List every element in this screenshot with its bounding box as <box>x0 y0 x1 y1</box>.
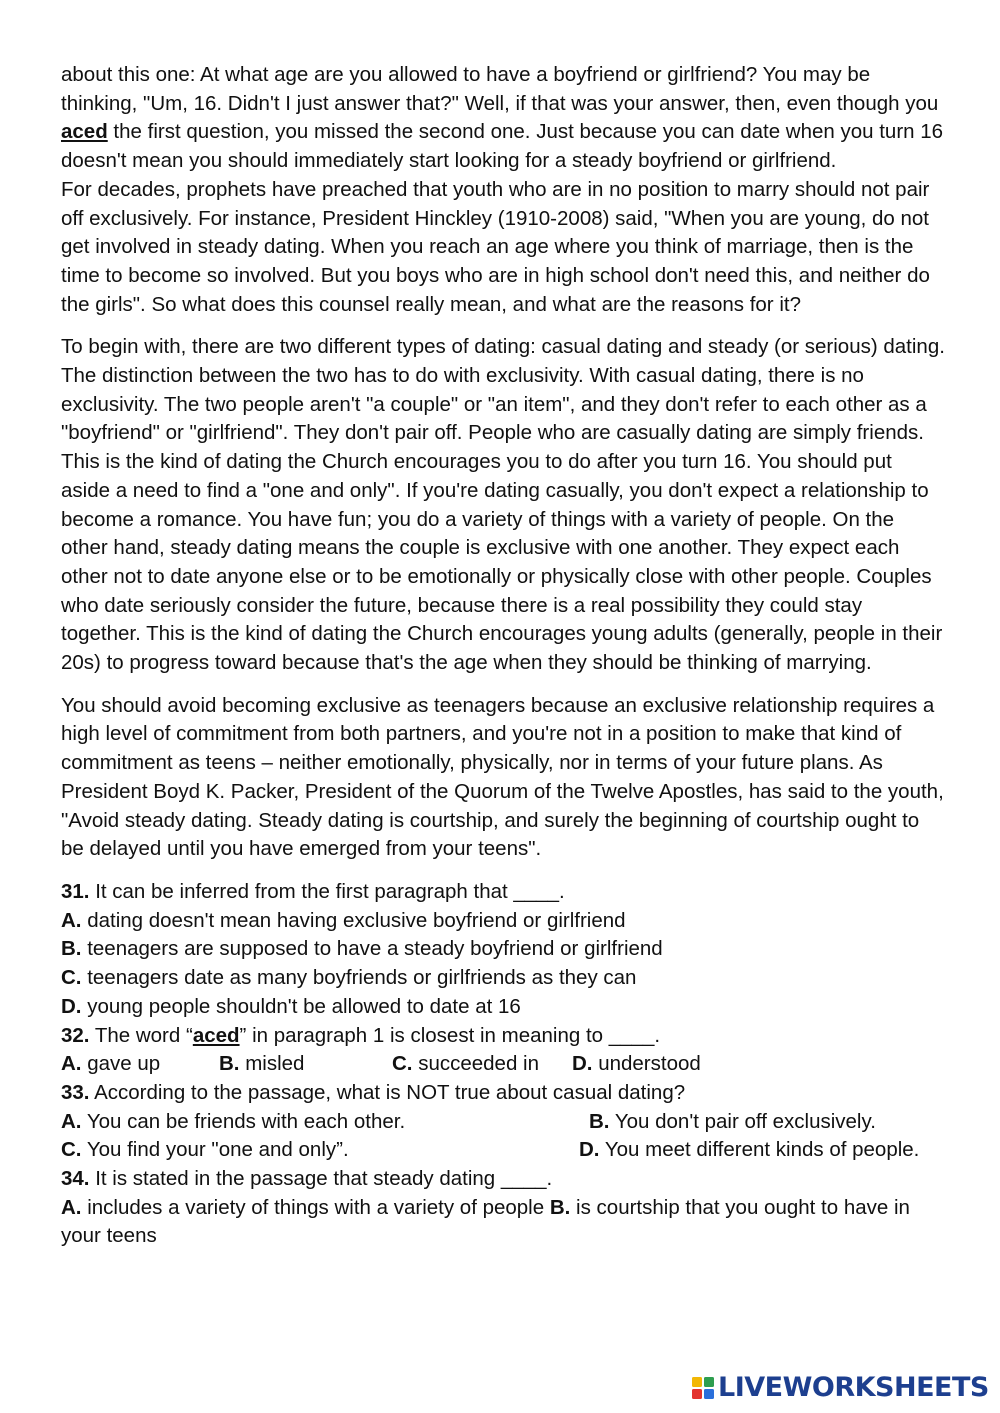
question-32 <box>61 1022 946 1079</box>
option-key: D. <box>579 1138 600 1162</box>
option-key: A. <box>61 1195 82 1219</box>
option-text: teenagers date as many boyfriends or girlfriends as they can <box>81 966 637 990</box>
question-33-option-a[interactable] <box>61 1108 589 1137</box>
question-32-option-d[interactable] <box>572 1050 701 1079</box>
question-33 <box>61 1079 946 1165</box>
logo-wordmark: LIVEWORKSHEETS <box>718 1371 989 1403</box>
paragraph-1-text-end: the first question, you missed the second one. Just because you can date when you turn 16 doesn't mean you should immediately start looking for a steady boyfriend or girlfriend. <box>61 120 944 173</box>
question-31-text: It can be inferred from the first paragraph that ____. <box>89 879 565 903</box>
option-text: understood <box>592 1052 701 1076</box>
option-text: includes a variety of things with a variety of people <box>81 1195 550 1219</box>
question-31-stem <box>61 878 946 907</box>
option-key: A. <box>61 1109 82 1133</box>
question-33-options-row-2 <box>61 1136 946 1165</box>
option-key: B. <box>219 1052 240 1076</box>
passage-paragraph-1 <box>61 61 946 176</box>
highlighted-word-aced: aced <box>61 120 108 144</box>
passage-paragraph-4: You should avoid becoming exclusive as teenagers because an exclusive relationship requires a high level of commitment from both partners, and you're not in a position to make that kind of commitment as teens – neither emotionally, physically, nor in terms of your future plans. As President Boyd K. Packer, President of the Quorum of the Twelve Apostles, has said to the youth, "Avoid steady dating. Steady dating is courtship, and surely the beginning of courtship ought to be delayed until you have emerged from your teens". <box>61 693 944 861</box>
question-32-option-b[interactable] <box>219 1050 392 1079</box>
liveworksheets-logo <box>692 1371 992 1405</box>
paragraph-1-text-start: about this one: At what age are you allowed to have a boyfriend or girlfriend? You may be thinking, "Um, 16. Didn't I just answer that?" Well, if that was your answer, then, even though you <box>61 63 939 115</box>
question-32-keyword: aced <box>192 1023 240 1047</box>
question-34 <box>61 1165 946 1251</box>
worksheet-page <box>61 61 946 1251</box>
option-key: B. <box>61 937 82 961</box>
question-33-stem <box>61 1079 946 1108</box>
question-34-stem <box>61 1165 946 1194</box>
question-34-text: It is stated in the passage that steady dating ____. <box>89 1167 553 1191</box>
option-text: succeeded in <box>412 1052 540 1076</box>
liveworksheets-mark-icon <box>692 1377 714 1399</box>
option-key: C. <box>61 966 82 990</box>
question-31-option-c[interactable] <box>61 964 946 993</box>
question-31-number: 31. <box>61 879 90 903</box>
question-31 <box>61 878 946 1022</box>
option-text: gave up <box>81 1052 161 1076</box>
question-34-number: 34. <box>61 1167 90 1191</box>
passage-paragraph-3: To begin with, there are two different types of dating: casual dating and steady (or serious) dating. The distinction between the two has to do with exclusivity. With casual dating, there is no exclusivity. The two people aren't "a couple" or "an item", and they don't refer to each other as a "boyfriend" or "girlfriend". They don't pair off. People who are casually dating are simply friends. This is the kind of dating the Church encourages you to do after you turn 16. You should put aside a need to find a "one and only". If you're dating casually, you don't expect a relationship to become a romance. You have fun; you do a variety of things with a variety of people. On the other hand, steady dating means the couple is exclusive with one another. They expect each other not to date anyone else or to be emotionally or physically close with other people. Couples who date seriously consider the future, because there is a real possibility they could stay together. This is the kind of dating the Church encourages young adults (generally, people in their 20s) to progress toward because that's the age when they should be thinking of marrying. <box>61 335 945 675</box>
option-text: teenagers are supposed to have a steady boyfriend or girlfriend <box>81 937 663 961</box>
option-text: dating doesn't mean having exclusive boyfriend or girlfriend <box>81 908 626 932</box>
question-33-text: According to the passage, what is NOT true about casual dating? <box>89 1080 686 1104</box>
option-text: misled <box>239 1052 305 1076</box>
option-text: is courtship that you ought to have in your teens <box>61 1195 910 1248</box>
question-34-option-a[interactable] <box>61 1196 550 1219</box>
passage-paragraph-2: For decades, prophets have preached that youth who are in no position to marry should not pair off exclusively. For instance, President Hinckley (1910-2008) said, "When you are young, do not get involved in steady dating. When you reach an age where you think of marriage, then is the time to become so involved. But you boys who are in high school don't need this, and neither do the girls". So what does this counsel really mean, and what are the reasons for it? <box>61 177 930 316</box>
option-key: A. <box>61 1052 82 1076</box>
question-33-option-c[interactable] <box>61 1136 579 1165</box>
question-34-options <box>61 1194 946 1251</box>
question-33-option-d[interactable] <box>579 1136 919 1165</box>
question-32-options-row <box>61 1050 946 1079</box>
question-32-text-start: The word “ <box>89 1023 193 1047</box>
question-32-option-a[interactable] <box>61 1050 219 1079</box>
question-32-option-c[interactable] <box>392 1050 572 1079</box>
question-31-option-b[interactable] <box>61 935 946 964</box>
option-key: C. <box>392 1052 413 1076</box>
option-key: C. <box>61 1138 82 1162</box>
question-31-option-d[interactable] <box>61 993 946 1022</box>
option-text: You can be friends with each other. <box>81 1109 406 1133</box>
option-text: You don't pair off exclusively. <box>609 1109 876 1133</box>
question-32-text-end: ” in paragraph 1 is closest in meaning to ____. <box>239 1023 661 1047</box>
option-key: D. <box>572 1052 593 1076</box>
question-32-stem <box>61 1022 946 1051</box>
option-key: D. <box>61 994 82 1018</box>
question-31-option-a[interactable] <box>61 907 946 936</box>
question-33-options-row-1 <box>61 1108 946 1137</box>
questions-section <box>61 878 946 1251</box>
option-text: You meet different kinds of people. <box>599 1138 920 1162</box>
question-33-option-b[interactable] <box>589 1108 876 1137</box>
question-32-number: 32. <box>61 1023 90 1047</box>
option-key: B. <box>549 1195 571 1219</box>
question-33-number: 33. <box>61 1080 90 1104</box>
option-key: A. <box>61 908 82 932</box>
option-text: young people shouldn't be allowed to date at 16 <box>81 994 521 1018</box>
option-key: B. <box>589 1109 610 1133</box>
option-text: You find your "one and only”. <box>81 1138 349 1162</box>
